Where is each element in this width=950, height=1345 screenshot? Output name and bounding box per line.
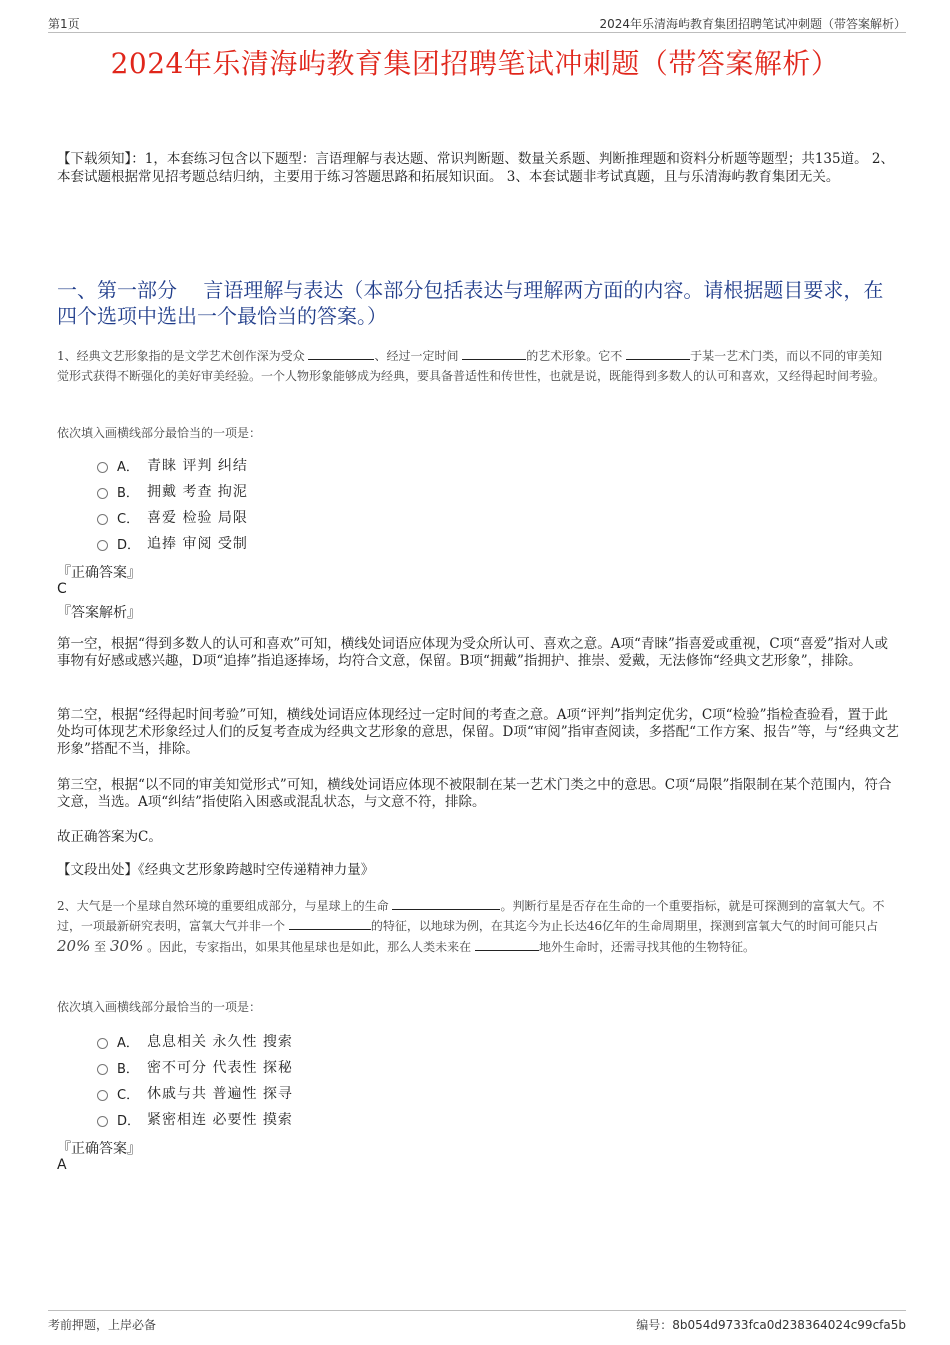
analysis-paragraph-3: 第三空，根据“以不同的审美知觉形式”可知，横线处词语应体现不被限制在某一艺术门类之中的意思。C项“局限”指限制在某个范围内，符合文意，当选。A项“纠结”指使陷入困惑或混乱状态，与文意不符，排除。 — [57, 777, 892, 810]
radio-icon[interactable] — [97, 514, 108, 525]
question-1-text: 1、经典文艺形象指的是文学艺术创作深为受众 、经过一定时间 的艺术形象。它不 于某一艺术门类，而以不同的审美知觉形式获得不断强化的美好审美经验。一个人物形象能够成为经典，要具备普适性和传世性，也就是说，既能得到多数人的认可和喜欢，又经得起时间考验。 — [57, 346, 890, 386]
question-1-prompt: 依次填入画横线部分最恰当的一项是： — [57, 426, 262, 440]
answer-value: C — [57, 581, 67, 597]
question-2-options — [97, 1028, 293, 1132]
page-footer — [48, 1310, 906, 1335]
percent-value: 30% — [109, 937, 144, 955]
radio-icon[interactable] — [97, 1064, 108, 1075]
answer-label: 『正确答案』 — [57, 1141, 141, 1157]
option-b[interactable]: B． 拥戴 考查 拘泥 — [97, 478, 248, 504]
blank-line — [462, 346, 526, 360]
answer-label: 『正确答案』 — [57, 565, 141, 581]
option-d[interactable]: D． 追捧 审阅 受制 — [97, 530, 248, 556]
question-2-prompt: 依次填入画横线部分最恰当的一项是： — [57, 1000, 262, 1014]
download-notice: 【下载须知】：1，本套练习包含以下题型：言语理解与表达题、常识判断题、数量关系题、判断推理题和资料分析题等题型；共135道。 2、本套试题根据常见招考题总结归纳，主要用于练习答题思路和拓展知识面。 3、本套试题非考试真题，且与乐清海屿教育集团无关。 — [57, 151, 894, 185]
option-a[interactable]: A． 息息相关 永久性 搜索 — [97, 1028, 293, 1054]
analysis-paragraph-2: 第二空，根据“经得起时间考验”可知，横线处词语应体现经过一定时间的考查之意。A项“评判”指判定优劣，C项“检验”指检查验看，置于此处均可体现艺术形象经过人们的反复考查成为经典文艺形象的意思，保留。D项“审阅”指审查阅读，多搭配“工作方案、报告”等，与“经典文艺形象”搭配不当，排除。 — [57, 707, 899, 757]
section-heading: 一、第一部分 言语理解与表达（本部分包括表达与理解两方面的内容。请根据题目要求，在四个选项中选出一个最恰当的答案。） — [57, 278, 884, 328]
radio-icon[interactable] — [97, 1090, 108, 1101]
option-c[interactable]: C． 休戚与共 普遍性 探寻 — [97, 1080, 293, 1106]
analysis-paragraph-1: 第一空，根据“得到多数人的认可和喜欢”可知，横线处词语应体现为受众所认可、喜欢之意。A项“青睐”指喜爱或重视，C项“喜爱”指对人或事物有好感或感兴趣，D项“追捧”指追逐捧场，均符合文意，保留。B项“拥戴”指拥护、推崇、爱戴，无法修饰“经典文艺形象”，排除。 — [57, 636, 888, 669]
option-a[interactable]: A． 青睐 评判 纠结 — [97, 452, 248, 478]
radio-icon[interactable] — [97, 1116, 108, 1127]
page-header — [48, 12, 906, 33]
source-note: 【文段出处】《经典文艺形象跨越时空传递精神力量》 — [57, 862, 375, 878]
blank-line — [289, 916, 371, 930]
document-code: 编号：8b054d9733fca0d238364024c99cfa5b — [636, 1318, 906, 1332]
question-1-options — [97, 452, 248, 556]
header-doc-title: 2024年乐清海屿教育集团招聘笔试冲刺题（带答案解析） — [599, 17, 906, 31]
blank-line — [392, 896, 500, 910]
answer-value: A — [57, 1157, 67, 1173]
blank-line — [626, 346, 690, 360]
analysis-conclusion: 故正确答案为C。 — [57, 829, 162, 845]
option-d[interactable]: D． 紧密相连 必要性 摸索 — [97, 1106, 293, 1132]
document-title: 2024年乐清海屿教育集团招聘笔试冲刺题（带答案解析） — [110, 47, 840, 80]
option-b[interactable]: B． 密不可分 代表性 探秘 — [97, 1054, 293, 1080]
radio-icon[interactable] — [97, 488, 108, 499]
question-2-text: 2、大气是一个星球自然环境的重要组成部分，与星球上的生命 。判断行星是否存在生命的一个重要指标，就是可探测到的富氧大气。不过，一项最新研究表明，富氧大气并非一个 的特征，以地球为例，在其迄今为止长达46亿年的生命周期里，探测到富氧大气的时间可能只占 20% 至 30% 。因此，专家指出，如果其他星球也是如此，那么人类未来在 地外生命时，还需寻找其他的生物特征。 — [57, 896, 890, 957]
blank-line — [475, 937, 539, 951]
radio-icon[interactable] — [97, 1038, 108, 1049]
footer-slogan: 考前押题，上岸必备 — [48, 1318, 157, 1332]
radio-icon[interactable] — [97, 462, 108, 473]
page-number: 第1页 — [48, 17, 80, 31]
blank-line — [308, 346, 374, 360]
analysis-label: 『答案解析』 — [57, 605, 141, 621]
radio-icon[interactable] — [97, 540, 108, 551]
option-c[interactable]: C． 喜爱 检验 局限 — [97, 504, 248, 530]
percent-value: 20% — [57, 937, 91, 955]
